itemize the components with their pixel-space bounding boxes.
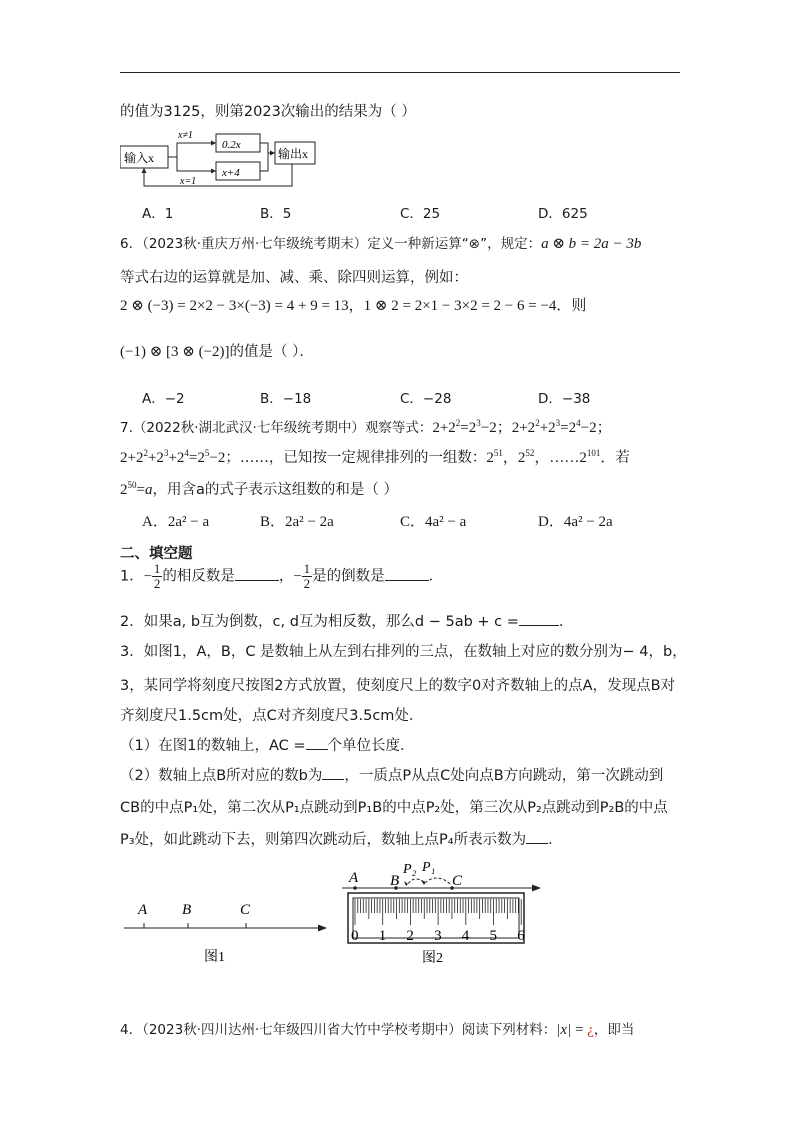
fill2-end: ． [558,614,574,630]
fig2-caption: 图2 [422,951,443,966]
figure-1-number-line [122,895,332,970]
q7-line1-text: 7.（2022秋·湖北武汉·七年级统考期中）观察等式： [120,420,433,436]
fill1: 1．− $\frac{1}{2}$ 的相反数是 ，− $\frac{1}{2}$ 是的倒数是 ． [120,561,444,591]
fill4-formula: |x| = ¿ [556,1022,594,1038]
ruler-number: 2 [406,928,414,944]
flow-output: 输出x [278,147,309,161]
flow-top-box: 0.2x [222,139,241,151]
blank-4[interactable] [306,735,328,750]
fill2-text: 2．如果a, b互为倒数，c, d互为相反数，那么d − 5ab + c = [120,614,519,630]
header-rule [120,72,680,73]
sub2-text-c: P₃处，如此跳动下去，则第四次跳动后，数轴上点P₄所表示数为 [120,832,527,848]
q5-option-d: D．625 [538,206,588,222]
flow-bottom-box: x+4 [222,167,240,179]
fill3-sub2-line3 [120,828,563,849]
ruler-number: 3 [434,928,442,944]
fill1-text3: 是的倒数是 [312,568,385,585]
q6-definition: a ⊗ b = 2a − 3b [541,236,642,252]
fill3-line1: 3．如图1，A，B，C 是数轴上从左到右排列的三点，在数轴上对应的数分别为− 4，b， [120,644,687,660]
q7-line1: 7.（2022秋·湖北武汉·七年级统考期中）观察等式：$2+2^2=2^3-2$；$2+2^2+2^3=2^4-2$； [120,418,612,436]
sub2-text-b: ，一质点P从点C处向点B方向跳动，第一次跳动到 [344,768,664,784]
fill1-text4: ． [428,568,444,585]
q6-line1-text: 6．（2023秋·重庆万州·七年级统考期末）定义一种新运算“⊗”，规定： [120,236,542,252]
fill3-sub2-line2: CB的中点P₁处，第二次从P₁点跳动到P₁B的中点P₂处，第三次从P₂点跳动到P₂B的中点 [120,800,668,816]
fig1-label-b: B [182,902,192,918]
q6-line4-suffix: 的值是（ ）． [229,344,314,360]
q7-option-c: C．4a² − a [400,514,467,530]
q7-option-a: A．2a² − a [142,514,210,530]
q5-flowchart [120,128,320,190]
fraction-half-2: $\frac{1}{2}$ [303,561,311,591]
fig2-label-b: B [390,873,400,889]
sub1-prefix: （1）在图1的数轴上，AC = [120,738,306,754]
fill2 [120,610,573,631]
fig1-label-a: A [138,902,148,918]
q6-line3: 2 ⊗ (−3) = 2×2 − 3×(−3) = 4 + 9 = 13，1 ⊗ 2 = 2×1 − 3×2 = 2 − 6 = −4．则 [120,298,587,314]
flow-bottom-cond: x=1 [180,176,197,187]
fill3-sub2-line1 [120,764,663,785]
blank-6[interactable] [526,829,548,844]
sub1-suffix: 个单位长度． [327,738,415,754]
fill4-end: ，即当 [593,1022,635,1038]
fig2-label-p1: P₁ [422,860,436,875]
q6-option-b: B．−18 [260,391,312,407]
q6-line4 [120,340,314,361]
flow-top-cond: x≠1 [178,130,193,141]
q7-line3-prefix: 若 [615,450,630,466]
q7-line3-text: ，用含a的式子表示这组数的和是（ ） [152,482,398,498]
q6-option-d: D．−38 [538,391,591,407]
q7-line2: $2+2^2+2^3+2^4=2^5-2$；……，已知按一定规律排列的一组数：$2^{51}$，$2^{52}$，$\dots\dots 2^{101}$．若 [120,448,630,466]
q5-option-a: A．1 [142,206,174,222]
q7-line3: $2^{50}=a$，用含a的式子表示这组数的和是（ ） [120,480,398,498]
fill1-text2: ， [278,568,294,585]
blank-2[interactable] [385,566,429,581]
q6-line1 [120,232,641,253]
blank-3[interactable] [519,611,559,626]
q5-option-c: C．25 [400,206,441,222]
blank-1[interactable] [235,566,279,581]
sub2-text-d: ． [548,832,563,848]
q7-line2-text: ；……，已知按一定规律排列的一组数： [225,450,487,466]
fig2-label-p2: P₂ [403,862,417,877]
blank-5[interactable] [322,765,344,780]
fill3-sub1 [120,734,415,755]
ruler-number: 5 [489,928,497,944]
q6-option-c: C．−28 [400,391,452,407]
figure-2-ruler [338,855,543,970]
fill4 [120,1018,634,1039]
ruler-number: 4 [461,928,470,944]
fig1-label-c: C [240,902,251,918]
ruler-number: 6 [517,928,525,944]
q6-option-a: A．−2 [142,391,185,407]
q7-option-d: D．4a² − 2a [538,514,613,530]
fill3-line2: 3，某同学将刻度尺按图2方式放置，使刻度尺上的数字0对齐数轴上的点A，发现点B对 [120,678,676,694]
fraction-half: $\frac{1}{2}$ [153,561,161,591]
q7-option-b: B．2a² − 2a [260,514,334,530]
fill1-number: 1． [120,568,144,585]
fig1-caption: 图1 [204,950,225,965]
fig2-label-a: A [349,870,359,886]
fill1-text1: 的相反数是 [162,568,235,585]
sub2-text-a: （2）数轴上点B所对应的数b为 [120,768,323,784]
section-title: 二、填空题 [120,546,193,562]
q5-line1: 的值为3125，则第2023次输出的结果为（ ） [120,104,416,120]
fig2-label-c: C [452,873,463,889]
ruler-number: 0 [351,928,359,944]
fill4-text: 4．（2023秋·四川达州·七年级四川省大竹中学校考期中）阅读下列材料： [120,1022,557,1038]
fill3-line3: 齐刻度尺1.5cm处，点C对齐刻度尺3.5cm处． [120,708,424,724]
q6-expression: (−1) ⊗ [3 ⊗ (−2)] [120,344,230,360]
flow-input: 输入x [124,151,155,165]
q5-option-b: B．5 [260,206,292,222]
ruler-number: 1 [378,928,387,944]
q6-line2: 等式右边的运算就是加、减、乘、除四则运算，例如： [120,270,468,286]
